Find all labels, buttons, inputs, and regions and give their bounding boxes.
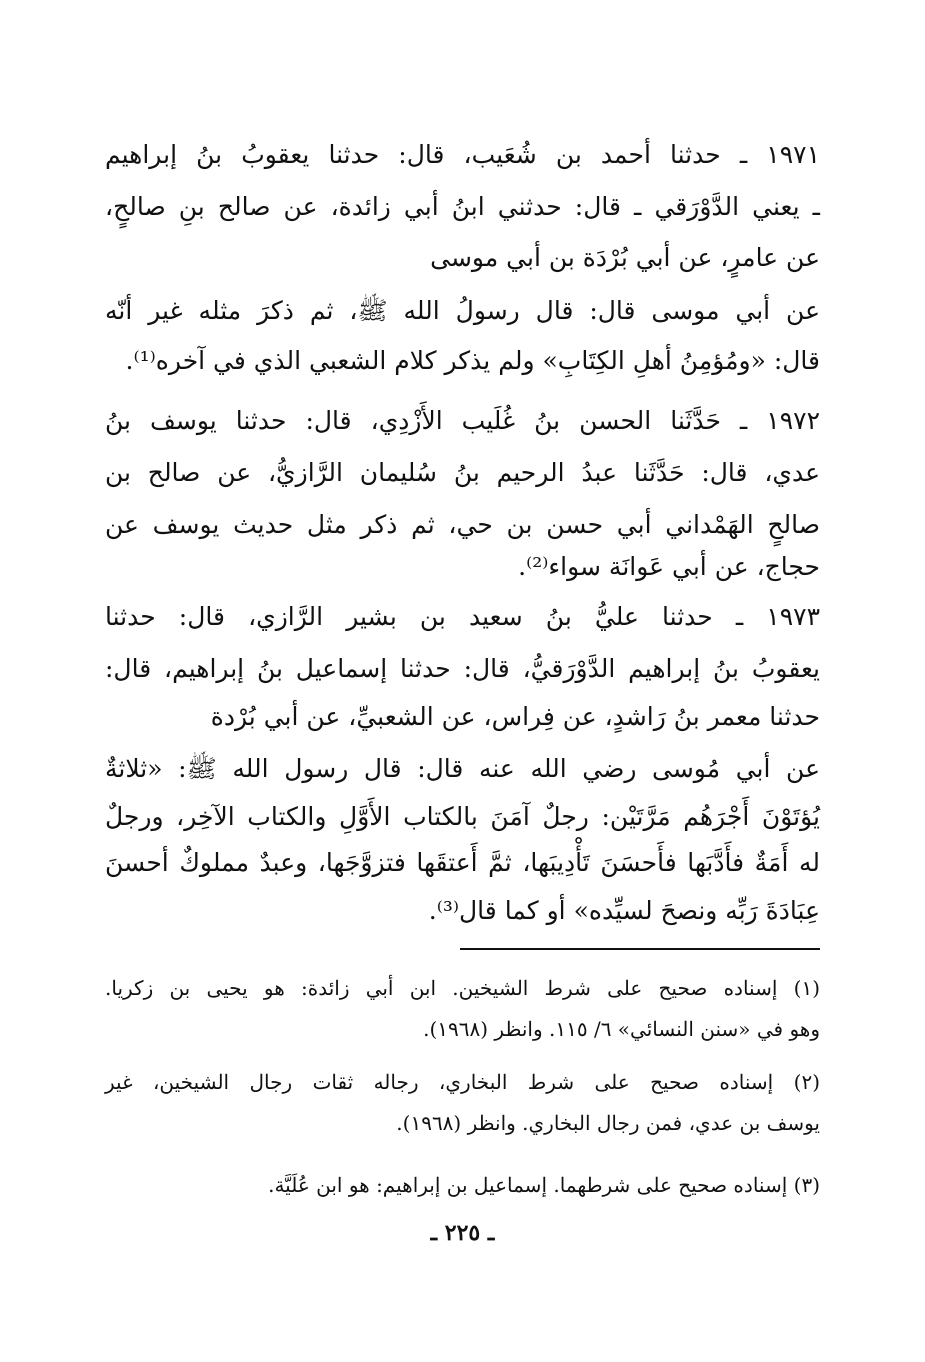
footnote-3-line-1: (٣) إسناده صحيح على شرطهما. إسماعيل بن إبراهيم: هو ابن عُلَيَّة.	[268, 1173, 820, 1197]
hadith-1972-line-4: حجاج، عن أبي عَوانَة سواء⁽²⁾.	[518, 552, 820, 581]
hadith-1972-line-3: صالحٍ الهَمْداني أبي حسن بن حي، ثم ذكر مثل حديث يوسف عن	[105, 510, 820, 539]
hadith-1972-line-2: عدي، قال: حَدَّثَنا عبدُ الرحيم بنُ سُليمان الرَّازيُّ، عن صالح بن	[105, 458, 820, 487]
hadith-1971-line-3: عن عامرٍ، عن أبي بُرْدَة بن أبي موسى	[430, 243, 820, 272]
hadith-1973-line-1: ١٩٧٣ ـ حدثنا عليُّ بنُ سعيد بن بشير الرَّازي، قال: حدثنا	[105, 602, 820, 631]
hadith-1973-matn-line-2: يُؤتَوْنَ أَجْرَهُم مَرَّتَيْن: رجلٌ آمَنَ بالكتاب الأَوَّلِ والكتاب الآخِر، ورجلٌ	[105, 802, 820, 831]
footnote-1-line-1: (١) إسناده صحيح على شرط الشيخين. ابن أبي زائدة: هو يحيى بن زكريا.	[105, 976, 820, 1000]
hadith-1973-matn-line-1: عن أبي مُوسى رضي الله عنه قال: قال رسول الله ﷺ: «ثلاثةٌ	[105, 754, 820, 783]
hadith-1971-line-1: ١٩٧١ ـ حدثنا أحمد بن شُعَيب، قال: حدثنا يعقوبُ بنُ إبراهيم	[105, 140, 820, 169]
hadith-1971-line-2: ـ يعني الدَّوْرَقي ـ قال: حدثني ابنُ أبي زائدة، عن صالح بنِ صالحٍ،	[105, 192, 820, 221]
hadith-1973-line-3: حدثنا معمر بنُ رَاشدٍ، عن فِراس، عن الشعبيِّ، عن أبي بُرْدة	[210, 702, 820, 731]
footnote-divider	[460, 948, 820, 950]
hadith-1971-matn-line-1: عن أبي موسى قال: قال رسولُ الله ﷺ، ثم ذكرَ مثله غير أنّه	[105, 296, 820, 325]
hadith-1973-matn-line-4: عِبَادَةَ رَبِّه ونصحَ لسيِّده» أو كما قال⁽³⁾.	[428, 896, 820, 925]
hadith-1972-line-1: ١٩٧٢ ـ حَدَّثَنا الحسن بنُ غُلَيب الأَزْدِي، قال: حدثنا يوسف بنُ	[105, 406, 820, 435]
hadith-1973-matn-line-3: له أَمَةٌ فأَدَّبَها فأَحسَنَ تَأْدِيبَها، ثمَّ أَعتقَها فتزوَّجَها، وعبدٌ مملوكٌ أحسنَ	[105, 848, 820, 877]
footnote-2-line-1: (٢) إسناده صحيح على شرط البخاري، رجاله ثقات رجال الشيخين، غير	[105, 1070, 820, 1094]
footnote-2-line-2: يوسف بن عدي، فمن رجال البخاري. وانظر (١٩٦٨).	[396, 1111, 820, 1135]
hadith-1971-matn-line-2: قال: «ومُؤمِنُ أهلِ الكِتَابِ» ولم يذكر كلام الشعبي الذي في آخره⁽¹⁾.	[125, 346, 820, 375]
hadith-1973-line-2: يعقوبُ بنُ إبراهيم الدَّوْرَقيُّ، قال: حدثنا إسماعيل بنُ إبراهيم، قال:	[105, 654, 820, 683]
page-number: ـ ٢٢٥ ـ	[430, 1220, 495, 1246]
footnote-1-line-2: وهو في «سنن النسائي» ٦/ ١١٥. وانظر (١٩٦٨).	[423, 1017, 820, 1041]
